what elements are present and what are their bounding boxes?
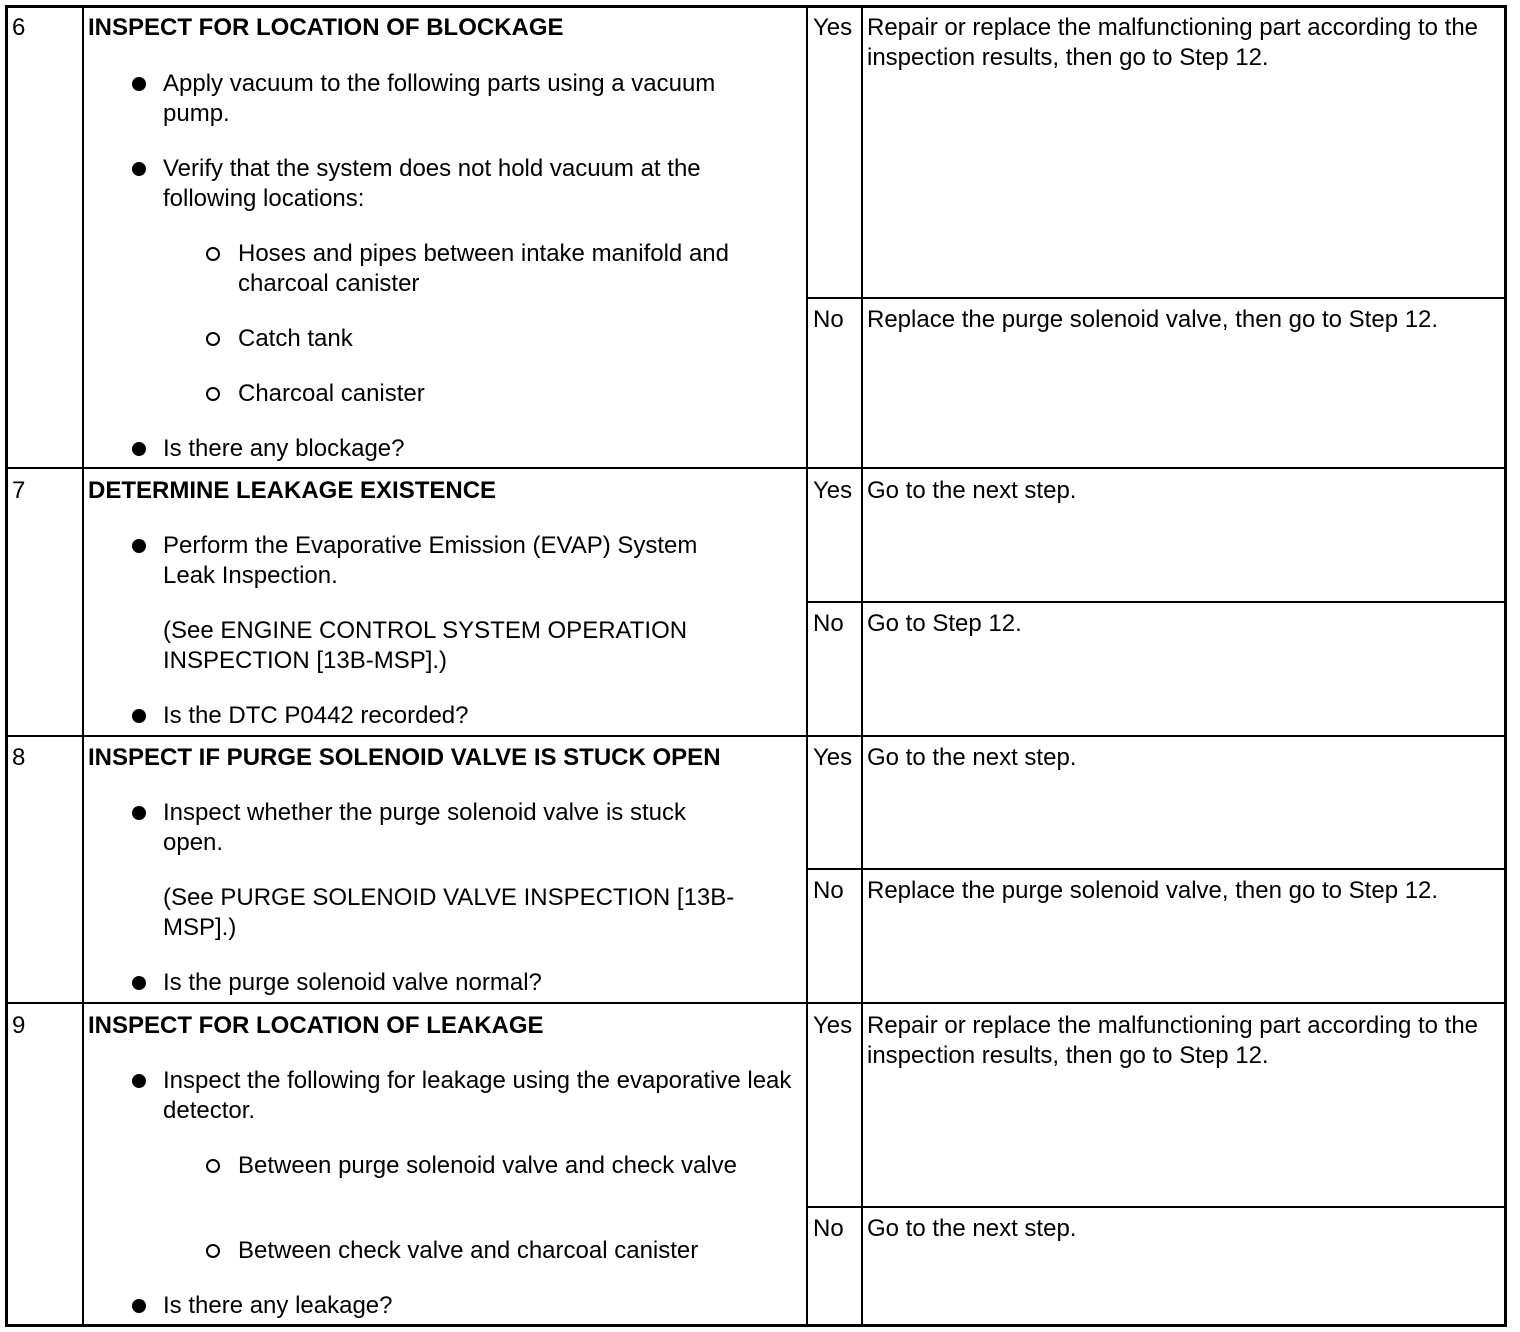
- yes-label: Yes: [813, 1012, 853, 1039]
- step-question: Is there any leakage?: [163, 1292, 393, 1319]
- no-label: No: [813, 877, 844, 904]
- row-divider: [7, 1002, 1505, 1004]
- bullet-icon: [132, 1299, 146, 1313]
- circle-bullet-icon: [206, 247, 220, 261]
- column-divider-result: [861, 7, 863, 1325]
- yes-no-divider: [807, 868, 1505, 870]
- step-instruction: Verify that the system does not hold vacuum at the following locations:: [163, 155, 708, 212]
- bullet-icon: [132, 77, 146, 91]
- sub-item: Between check valve and charcoal canister: [238, 1237, 699, 1264]
- yes-label: Yes: [813, 744, 853, 771]
- sub-item: Hoses and pipes between intake manifold and charcoal canister: [238, 240, 736, 297]
- bullet-icon: [132, 976, 146, 990]
- circle-bullet-icon: [206, 332, 220, 346]
- yes-action: Go to the next step.: [867, 477, 1077, 504]
- step-number: 6: [12, 14, 26, 41]
- step-question: Is there any blockage?: [163, 435, 405, 462]
- column-divider-number: [82, 7, 84, 1325]
- step-title: DETERMINE LEAKAGE EXISTENCE: [88, 477, 497, 504]
- step-question: Is the DTC P0442 recorded?: [163, 702, 469, 729]
- step-title: INSPECT FOR LOCATION OF BLOCKAGE: [88, 14, 564, 41]
- no-action: Replace the purge solenoid valve, then go to Step 12.: [867, 877, 1439, 904]
- bullet-icon: [132, 1074, 146, 1088]
- row-divider: [7, 467, 1505, 469]
- yes-no-divider: [807, 1206, 1505, 1208]
- yes-label: Yes: [813, 14, 853, 41]
- yes-no-divider: [807, 297, 1505, 299]
- step-number: 7: [12, 477, 26, 504]
- sub-item: Catch tank: [238, 325, 353, 352]
- step-title: INSPECT FOR LOCATION OF LEAKAGE: [88, 1012, 544, 1039]
- row-divider: [7, 735, 1505, 737]
- yes-label: Yes: [813, 477, 853, 504]
- column-divider-action: [806, 7, 808, 1325]
- no-action: Go to the next step.: [867, 1215, 1077, 1242]
- bullet-icon: [132, 442, 146, 456]
- bullet-icon: [132, 709, 146, 723]
- bullet-icon: [132, 162, 146, 176]
- step-instruction: Perform the Evaporative Emission (EVAP) System Leak Inspection.: [163, 532, 705, 589]
- step-title: INSPECT IF PURGE SOLENOID VALVE IS STUCK OPEN: [88, 744, 721, 771]
- bullet-icon: [132, 539, 146, 553]
- step-number: 8: [12, 744, 26, 771]
- yes-no-divider: [807, 601, 1505, 603]
- no-action: Replace the purge solenoid valve, then go to Step 12.: [867, 306, 1439, 333]
- yes-action: Repair or replace the malfunctioning part according to the inspection results, then go to Step 12.: [867, 1012, 1485, 1069]
- circle-bullet-icon: [206, 1244, 220, 1258]
- no-label: No: [813, 306, 844, 333]
- sub-item: Between purge solenoid valve and check valve: [238, 1152, 737, 1179]
- no-label: No: [813, 610, 844, 637]
- step-number: 9: [12, 1012, 26, 1039]
- step-question: Is the purge solenoid valve normal?: [163, 969, 542, 996]
- sub-item: Charcoal canister: [238, 380, 425, 407]
- no-label: No: [813, 1215, 844, 1242]
- bullet-icon: [132, 806, 146, 820]
- reference-note: (See PURGE SOLENOID VALVE INSPECTION [13B-MSP].): [163, 884, 735, 941]
- circle-bullet-icon: [206, 1159, 220, 1173]
- no-action: Go to Step 12.: [867, 610, 1022, 637]
- circle-bullet-icon: [206, 387, 220, 401]
- step-instruction: Apply vacuum to the following parts using a vacuum pump.: [163, 70, 722, 127]
- reference-note: (See ENGINE CONTROL SYSTEM OPERATION INSPECTION [13B-MSP].): [163, 617, 694, 674]
- yes-action: Repair or replace the malfunctioning part according to the inspection results, then go to Step 12.: [867, 14, 1485, 71]
- step-instruction: Inspect the following for leakage using the evaporative leak detector.: [163, 1067, 799, 1124]
- step-instruction: Inspect whether the purge solenoid valve is stuck open.: [163, 799, 693, 856]
- yes-action: Go to the next step.: [867, 744, 1077, 771]
